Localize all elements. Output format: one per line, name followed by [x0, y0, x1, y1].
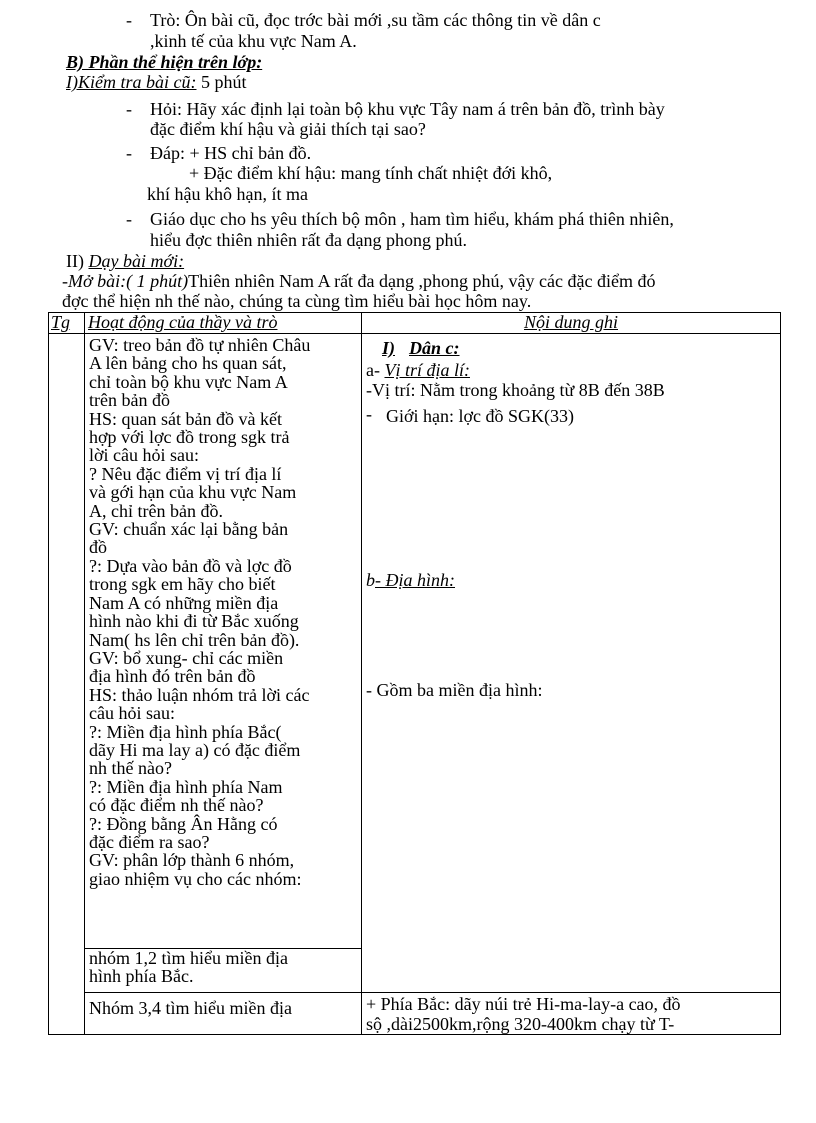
activity-line: trên bản đồ — [89, 390, 170, 411]
intro-time: ( 1 phút) — [126, 271, 189, 291]
content-heading-num: I) — [382, 338, 395, 358]
activity-cell — [85, 949, 362, 993]
position-label: Vị trí địa lí: — [384, 360, 470, 380]
group-task-cont: hình phía Bắc. — [89, 966, 194, 987]
homework-line: Trò: Ôn bài cũ, đọc trớc bài mới ,su tầm các thông tin về dân c — [150, 10, 601, 30]
activity-line: và gới hạn của khu vực Nam — [89, 482, 297, 503]
bullet-dash: - — [126, 209, 132, 229]
education-note: Giáo dục cho hs yêu thích bộ môn , ham tìm hiểu, khám phá thiên nhiên, — [150, 209, 674, 229]
terrain-prefix: b — [366, 570, 375, 590]
border-text: Giới hạn: lợc đồ SGK(33) — [386, 406, 575, 426]
check-answer: Đáp: + HS chỉ bản đồ. — [150, 143, 312, 163]
terrain-label: - Địa hình: — [375, 570, 455, 590]
activity-line: giao nhiệm vụ cho các nhóm: — [89, 868, 302, 889]
table-row — [49, 334, 781, 949]
activity-line: dãy Hi ma lay a) có đặc điểm — [89, 739, 301, 760]
section-2-heading — [66, 251, 184, 271]
check-question: Hỏi: Hãy xác định lại toàn bộ khu vực Tây nam á trên bản đồ, trình bày — [150, 99, 665, 119]
header-time: Tg — [49, 313, 85, 334]
north-terrain-text-cont: sộ ,dài2500km,rộng 320-400km chạy từ T- — [366, 1014, 675, 1034]
activity-line: A lên bảng cho hs quan sát, — [89, 353, 287, 374]
activity-line: GV: bổ xung- chỉ các miền — [89, 647, 284, 668]
activity-line: hình nào khi đi từ Bắc xuống — [89, 611, 299, 632]
activity-line: ?: Đồng bằng Ân Hằng có — [89, 813, 278, 834]
check-answer-climate: + Đặc điểm khí hậu: mang tính chất nhiệt đới khô, — [189, 163, 553, 183]
lesson-table — [48, 312, 781, 1035]
content-cell — [362, 334, 781, 993]
activity-cell — [85, 993, 362, 1035]
activity-line: ? Nêu đặc điểm vị trí địa lí — [89, 463, 282, 484]
intro-label: -Mở bài: — [62, 271, 127, 291]
content-heading-text: Dân c: — [409, 338, 460, 358]
activity-line: ?: Miền địa hình phía Bắc( — [89, 721, 282, 742]
content-heading — [382, 338, 460, 358]
bullet-dash: - — [366, 404, 372, 424]
activity-line: ?: Dựa vào bản đồ và lợc đồ — [89, 555, 292, 576]
section-b-heading: B) Phần thể hiện trên lớp: — [66, 52, 263, 72]
group-task: nhóm 1,2 tìm hiểu miền địa — [89, 948, 288, 968]
section-2-prefix: II) — [66, 251, 89, 271]
activity-line: GV: treo bản đồ tự nhiên Châu — [89, 335, 311, 355]
section-1-time: 5 phút — [196, 72, 247, 92]
homework-line-cont: ,kinh tế của khu vực Nam A. — [150, 31, 357, 51]
group-task: Nhóm 3,4 tìm hiểu miền địa — [89, 998, 292, 1018]
activity-line: HS: quan sát bản đồ và kết — [89, 408, 282, 429]
activity-line: lời câu hỏi sau: — [89, 445, 199, 466]
terrain-text: - Gồm ba miền địa hình: — [366, 680, 543, 700]
header-activity: Hoạt động của thầy và trò — [85, 313, 362, 334]
content-cell — [362, 993, 781, 1035]
activity-line: nh thế nào? — [89, 758, 172, 779]
terrain-heading — [366, 570, 455, 590]
activity-line: có đặc điểm nh thế nào? — [89, 795, 264, 816]
position-text: -Vị trí: Nằm trong khoảng từ 8B đến 38B — [366, 380, 665, 400]
activity-line: GV: chuẩn xác lại bằng bản — [89, 519, 289, 540]
position-prefix: a- — [366, 360, 385, 380]
bullet-dash: - — [126, 143, 132, 163]
section-2-label: Dạy bài mới: — [88, 251, 185, 271]
activity-cell — [85, 334, 362, 949]
bullet-dash: - — [126, 99, 132, 119]
activity-line: địa hình đó trên bản đồ — [89, 666, 256, 687]
section-1-label: I)Kiểm tra bài cũ: — [66, 72, 197, 92]
activity-line: Nam A có những miền địa — [89, 592, 279, 613]
check-answer-cont: khí hậu khô hạn, ít ma — [147, 184, 308, 204]
header-content: Nội dung ghi — [362, 313, 781, 334]
activity-line: hợp với lợc đồ trong sgk trả — [89, 427, 290, 448]
activity-line: chỉ toàn bộ khu vực Nam A — [89, 371, 288, 392]
activity-line: câu hỏi sau: — [89, 703, 175, 724]
activity-line: đặc điểm ra sao? — [89, 831, 210, 852]
north-terrain-text: + Phía Bắc: dãy núi trẻ Hi-ma-lay-a cao, đồ — [366, 994, 681, 1014]
check-question-cont: đặc điểm khí hậu và giải thích tại sao? — [150, 119, 426, 139]
bullet-dash: - — [126, 10, 132, 30]
activity-line: Nam( hs lên chỉ trên bản đồ). — [89, 629, 300, 650]
activity-lines — [85, 336, 361, 888]
intro-line — [62, 271, 655, 291]
activity-line: GV: phân lớp thành 6 nhóm, — [89, 850, 295, 871]
activity-line: ?: Miền địa hình phía Nam — [89, 776, 283, 797]
activity-line: trong sgk em hãy cho biết — [89, 574, 276, 595]
table-row — [49, 993, 781, 1035]
position-heading — [366, 360, 470, 380]
section-1-heading — [66, 72, 247, 92]
education-note-cont: hiểu đợc thiên nhiên rất đa dạng phong phú. — [150, 230, 467, 250]
activity-line: A, chỉ trên bản đồ. — [89, 500, 223, 521]
table-header-row — [49, 313, 781, 334]
activity-line: đồ — [89, 537, 107, 558]
time-cell — [49, 334, 85, 1035]
activity-line: HS: thảo luận nhóm trả lời các — [89, 684, 310, 705]
intro-text: Thiên nhiên Nam A rất đa dạng ,phong phú, vậy các đặc điểm đó — [188, 271, 656, 291]
intro-line-cont: đợc thể hiện nh thế nào, chúng ta cùng tìm hiểu bài học hôm nay. — [62, 291, 532, 311]
